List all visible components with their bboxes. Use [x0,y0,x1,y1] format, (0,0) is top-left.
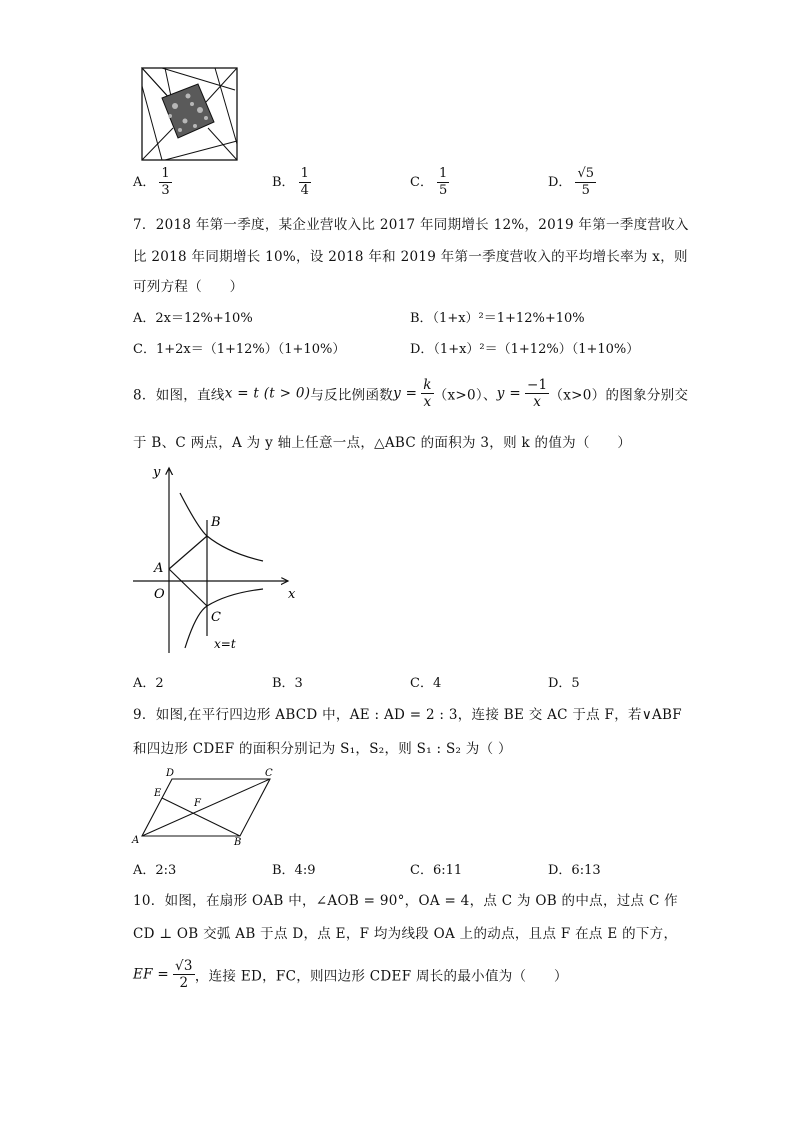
label-y: y [153,465,161,480]
numerator: √3 [175,958,193,974]
segment-BE [162,798,240,836]
label-B: B [234,837,242,848]
fraction [575,166,596,199]
numerator: 1 [161,166,170,181]
q7-text-line-3: 可列方程（ ） [133,279,244,295]
q10-text-line-3 [133,958,568,991]
q8-option-c[interactable]: C．4 [410,676,442,691]
label-E: E [154,788,162,799]
denominator: 5 [581,183,590,198]
q8-func1-lhs: y = [393,385,418,402]
q8-mid-text: 与反比例函数 [310,387,394,404]
denominator: 2 [179,975,189,991]
fraction [437,166,449,199]
label-line: x=t [214,637,236,651]
q8-option-a[interactable]: A．2 [133,676,164,691]
label-A: A [154,561,164,576]
label-C: C [211,610,221,625]
q6-option-c[interactable] [410,166,449,199]
q8-option-b[interactable]: B．3 [272,676,303,691]
q10-rest-text: ，连接 ED，FC，则四边形 CDEF 周长的最小值为（ ） [194,968,568,985]
numerator: −1 [526,377,548,393]
q8-condition: （x>0）、 [433,387,497,404]
q6-option-d[interactable] [548,166,596,199]
q10-ef-fraction [173,958,195,991]
option-label: D． [548,175,572,190]
label-C: C [265,768,273,779]
q8-line-equation: x = t (t > 0) [224,385,311,402]
numerator: 1 [300,166,309,181]
q8-func2-lhs: y = [496,385,521,402]
denominator: 3 [161,183,170,198]
label-F: F [194,798,201,809]
fraction [299,166,311,199]
q9-text-line-2: 和四边形 CDEF 的面积分别记为 S₁，S₂，则 S₁ : S₂ 为（ ） [133,741,512,757]
q7-option-d[interactable]: D．（1+x）²＝（1+12%）（1+10%） [410,342,640,357]
q7-option-a[interactable]: A．2x＝12%+10% [133,311,253,326]
segment-AB [169,536,207,569]
label-B: B [211,515,221,530]
q9-parallelogram-figure [128,765,278,850]
q8-func1-fraction [421,377,433,410]
q10-text-line-1: 10．如图，在扇形 OAB 中，∠AOB = 90°，OA = 4，点 C 为 OB 的中点，过点 C 作 [133,893,678,909]
label-O: O [154,587,165,602]
label-A: A [132,835,140,846]
denominator: x [423,394,432,410]
q7-option-c[interactable]: C．1+2x＝（1+12%）（1+10%） [133,342,346,357]
q8-text-line-1 [133,377,688,410]
q7-text-line-1: 7．2018 年第一季度，某企业营收入比 2017 年同期增长 12%，2019 年第一季度营收入 [133,217,689,233]
label-x: x [288,587,296,602]
q8-graph [128,458,308,658]
q7-text-line-2: 比 2018 年同期增长 10%，设 2018 年和 2019 年第一季度营收入的平均增长率为 x，则 [133,249,688,265]
fraction [159,166,171,199]
q10-text-line-2: CD ⊥ OB 交弧 AB 于点 D，点 E，F 均为线段 OA 上的动点，且点 F 在点 E 的下方， [133,926,678,942]
denominator: 5 [438,183,448,198]
q10-ef-lhs: EF = [133,966,170,983]
numerator: √5 [577,166,594,181]
segment-AC [169,569,207,606]
q6-square-figure [140,66,240,162]
option-label: A． [133,175,156,190]
numerator: k [423,377,432,393]
option-label: C． [410,175,433,190]
q8-func2-fraction [525,377,550,410]
q9-option-c[interactable]: C．6:11 [410,863,463,878]
q6-option-b[interactable] [272,166,311,199]
q8-option-d[interactable]: D．5 [548,676,580,691]
q9-option-d[interactable]: D．6:13 [548,863,601,878]
numerator: 1 [438,166,448,181]
q8-prefix: 8．如图，直线 [133,387,225,404]
q9-text-line-1: 9．如图,在平行四边形 ABCD 中，AE : AD = 2 : 3，连接 BE 交 AC 于点 F，若∨ABF [133,707,682,723]
q9-option-b[interactable]: B．4:9 [272,863,316,878]
q9-option-a[interactable]: A．2:3 [133,863,177,878]
curve-k-over-x [180,493,263,561]
q8-condition-2: （x>0）的图象分别交 [549,387,689,404]
option-label: B． [272,175,295,190]
label-D: D [166,768,175,779]
q8-text-line-2: 于 B、C 两点，A 为 y 轴上任意一点，△ABC 的面积为 3，则 k 的值为（ ） [133,435,632,451]
q7-option-b[interactable]: B．（1+x）²＝1+12%+10% [410,311,585,326]
q6-option-a[interactable] [133,166,172,199]
denominator: 4 [300,183,309,198]
denominator: x [533,394,542,410]
